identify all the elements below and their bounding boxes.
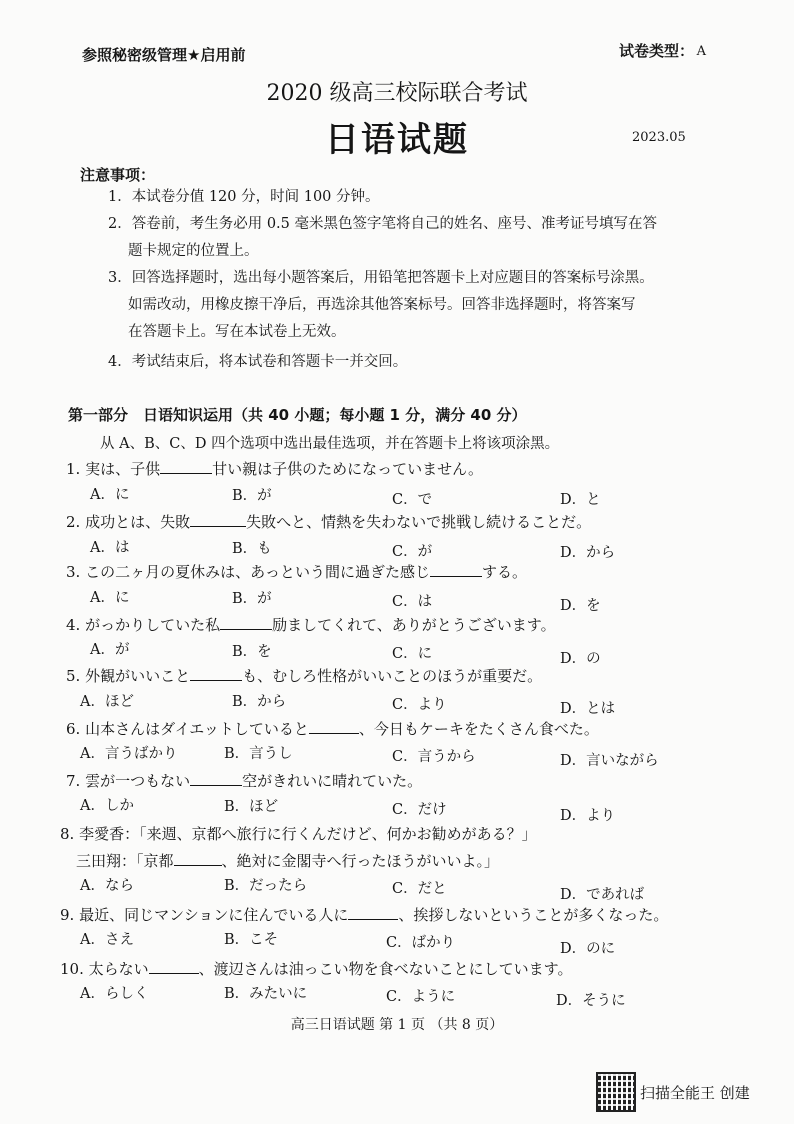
question-text: 最近、同じマンションに住んでいる人に (79, 906, 349, 924)
question-number: 5. (66, 667, 81, 685)
option-a: A．らしく (80, 986, 149, 1002)
answer-blank (430, 562, 482, 577)
option-b: B．みたいに (224, 986, 308, 1002)
answer-blank (220, 615, 272, 630)
qr-code-icon (596, 1072, 636, 1112)
part-heading: 第一部分 日语知识运用（共 40 小题；每小题 1 分，满分 40 分） (68, 406, 527, 424)
option-b: B．から (232, 694, 287, 710)
answer-blank (174, 851, 222, 866)
paper-type-label: 试卷类型： (618, 42, 694, 60)
option-c: C．より (392, 697, 447, 713)
option-b: B．ほど (224, 799, 279, 815)
option-d: D．と (560, 492, 601, 508)
exam-date: 2023.05 (632, 130, 686, 145)
notice-line: 题卡规定的位置上。 (128, 243, 259, 259)
option-a: A．が (90, 642, 130, 658)
exam-title: 2020 级高三校际联合考试 (266, 81, 528, 106)
question-text: 成功とは、失敗 (85, 513, 191, 531)
question-9 (60, 904, 668, 925)
question-number: 7. (66, 772, 81, 790)
option-b: B．が (232, 488, 272, 504)
option-b: B．を (232, 644, 272, 660)
question-text: 雲が一つもない (85, 772, 191, 790)
answer-blank (190, 666, 242, 681)
option-d: D．のに (560, 941, 616, 957)
option-a: A．ほど (80, 694, 134, 710)
question-6 (66, 718, 599, 739)
option-a: A．なら (80, 878, 134, 894)
question-4 (66, 614, 556, 635)
question-number: 8. (60, 825, 75, 843)
question-text: 三田翔：「京都 (76, 852, 174, 870)
notice-line: 在答题卡上。写在本试卷上无效。 (128, 324, 346, 340)
question-text: 失敗へと、情熱を失わないで挑戦し続けることだ。 (246, 513, 592, 531)
question-8-line-2 (76, 850, 499, 871)
question-text: 山本さんはダイエットしていると (85, 720, 309, 738)
question-7 (66, 770, 422, 791)
option-a: A．に (90, 487, 130, 503)
option-c: C．で (392, 492, 433, 508)
question-text: 実は、子供 (85, 460, 161, 478)
option-c: C．に (392, 646, 433, 662)
option-a: A．に (90, 590, 130, 606)
question-number: 6. (66, 720, 81, 738)
question-3 (66, 561, 527, 582)
question-text: 太らない (88, 960, 149, 978)
option-d: D．そうに (556, 993, 626, 1009)
answer-blank (190, 771, 242, 786)
notice-line: 3．回答选择题时，选出每小题答案后，用铅笔把答题卡上对应题目的答案标号涂黑。 (108, 270, 654, 286)
option-b: B．こそ (224, 932, 279, 948)
option-c: C．だと (392, 881, 447, 897)
notice-line: 2．答卷前，考生务必用 0.5 毫米黑色签字笔将自己的姓名、座号、准考证号填写在答 (108, 216, 658, 232)
answer-blank (190, 512, 246, 527)
question-text: 、挨拶しないということが多くなった。 (398, 906, 669, 924)
option-d: D．から (560, 545, 616, 561)
question-number: 10. (60, 960, 84, 978)
question-2 (66, 511, 591, 532)
question-number: 9. (60, 906, 75, 924)
option-a: A．言うばかり (80, 746, 178, 762)
question-text: 外観がいいこと (85, 667, 191, 685)
question-5 (66, 665, 542, 686)
question-1 (66, 458, 483, 479)
option-d: D．より (560, 808, 616, 824)
answer-blank (348, 905, 398, 920)
question-text: この二ヶ月の夏休みは、あっという間に過ぎた感じ (85, 563, 430, 581)
option-c: C．言うから (392, 749, 476, 765)
option-b: B．が (232, 591, 272, 607)
scanner-watermark: 扫描全能王 创建 (640, 1084, 750, 1102)
question-10 (60, 958, 572, 979)
option-d: D．とは (560, 701, 616, 717)
question-text: 空がきれいに晴れていた。 (242, 772, 423, 790)
part-instruction: 从 A、B、C、D 四个选项中选出最佳选项，并在答题卡上将该项涂黑。 (100, 436, 560, 452)
option-d: D．を (560, 598, 601, 614)
question-text: 励ましてくれて、ありがとうございます。 (272, 616, 556, 634)
paper-type-value: A (696, 44, 706, 59)
question-number: 2. (66, 513, 81, 531)
question-text: 、今日もケーキをたくさん食べた。 (358, 720, 599, 738)
option-b: B．だったら (224, 878, 308, 894)
subject-title: 日语试题 (325, 120, 469, 160)
option-c: C．だけ (392, 802, 447, 818)
answer-blank (160, 459, 212, 474)
option-b: B．言うし (224, 746, 293, 762)
option-d: D．の (560, 651, 601, 667)
question-8 (60, 823, 537, 844)
answer-blank (149, 959, 199, 974)
question-text: も、むしろ性格がいいことのほうが重要だ。 (242, 667, 543, 685)
question-text: がっかりしていた私 (85, 616, 221, 634)
option-d: D．であれば (560, 887, 645, 903)
question-text: 甘い親は子供のためになっていません。 (212, 460, 484, 478)
option-a: A．しか (80, 798, 134, 814)
option-a: A．さえ (80, 932, 134, 948)
question-text: する。 (481, 563, 527, 581)
question-text: 李愛香：「来週、京都へ旅行に行くんだけど、何かお勧めがある？」 (79, 825, 537, 843)
question-number: 3. (66, 563, 81, 581)
question-text: 、絶対に金閣寺へ行ったほうがいいよ。」 (221, 852, 500, 870)
option-d: D．言いながら (560, 753, 659, 769)
question-number: 4. (66, 616, 81, 634)
question-number: 1. (66, 460, 81, 478)
option-c: C．ばかり (386, 935, 456, 951)
notice-line: 4．考试结束后，将本试卷和答题卡一并交回。 (108, 354, 408, 370)
option-c: C．は (392, 594, 433, 610)
option-c: C．ように (386, 989, 456, 1005)
secret-level: 参照秘密级管理★启用前 (82, 46, 246, 64)
notice-heading: 注意事项： (80, 166, 156, 184)
answer-blank (309, 719, 359, 734)
notice-line: 如需改动，用橡皮擦干净后，再选涂其他答案标号。回答非选择题时，将答案写 (128, 297, 636, 313)
page-footer: 高三日语试题 第 1 页 （共 8 页） (290, 1017, 504, 1033)
question-text: 、渡辺さんは油っこい物を食べないことにしています。 (198, 960, 573, 978)
option-a: A．は (90, 540, 130, 556)
option-c: C．が (392, 544, 433, 560)
option-b: B．も (232, 541, 272, 557)
notice-line: 1．本试卷分值 120 分，时间 100 分钟。 (108, 189, 380, 205)
